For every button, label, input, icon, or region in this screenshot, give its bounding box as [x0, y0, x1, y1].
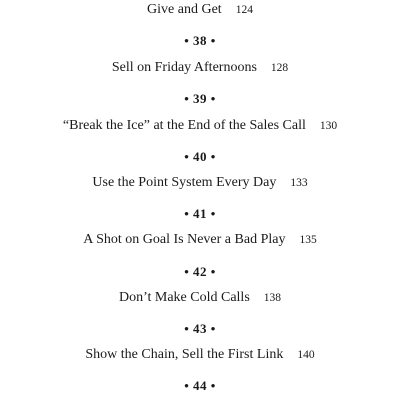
toc-entry — [0, 345, 400, 363]
page-number: 124 — [235, 4, 253, 16]
page-number: 130 — [319, 120, 338, 132]
chapter-number: • 39 • — [184, 91, 216, 106]
page-number: 140 — [297, 349, 315, 361]
page-number: 128 — [270, 62, 289, 74]
chapter-number: • 43 • — [184, 321, 216, 336]
toc-entry — [0, 58, 400, 76]
chapter-title: Sell on Friday Afternoons — [111, 60, 257, 75]
toc-entry — [0, 230, 400, 248]
chapter-number: • 40 • — [184, 149, 216, 164]
chapter-title: Use the Point System Every Day — [92, 175, 277, 190]
toc-entry — [0, 116, 400, 134]
chapter-number: • 38 • — [184, 33, 216, 48]
chapter-title: “Break the Ice” at the End of the Sales Call — [62, 118, 306, 133]
toc-entry — [0, 173, 400, 191]
chapter-number: • 41 • — [184, 206, 216, 221]
toc-entry — [0, 288, 400, 306]
page-number: 135 — [299, 234, 317, 246]
page-number: 138 — [263, 292, 282, 304]
chapter-number: • 42 • — [184, 264, 216, 279]
chapter-number: • 44 • — [184, 378, 216, 393]
toc-entry-give-and-get — [0, 0, 400, 18]
chapter-title: Give and Get — [147, 2, 222, 17]
chapter-title: Don’t Make Cold Calls — [118, 290, 250, 305]
chapter-title: Show the Chain, Sell the First Link — [85, 347, 284, 362]
chapter-title: A Shot on Goal Is Never a Bad Play — [83, 232, 286, 247]
page-number: 133 — [290, 177, 308, 189]
